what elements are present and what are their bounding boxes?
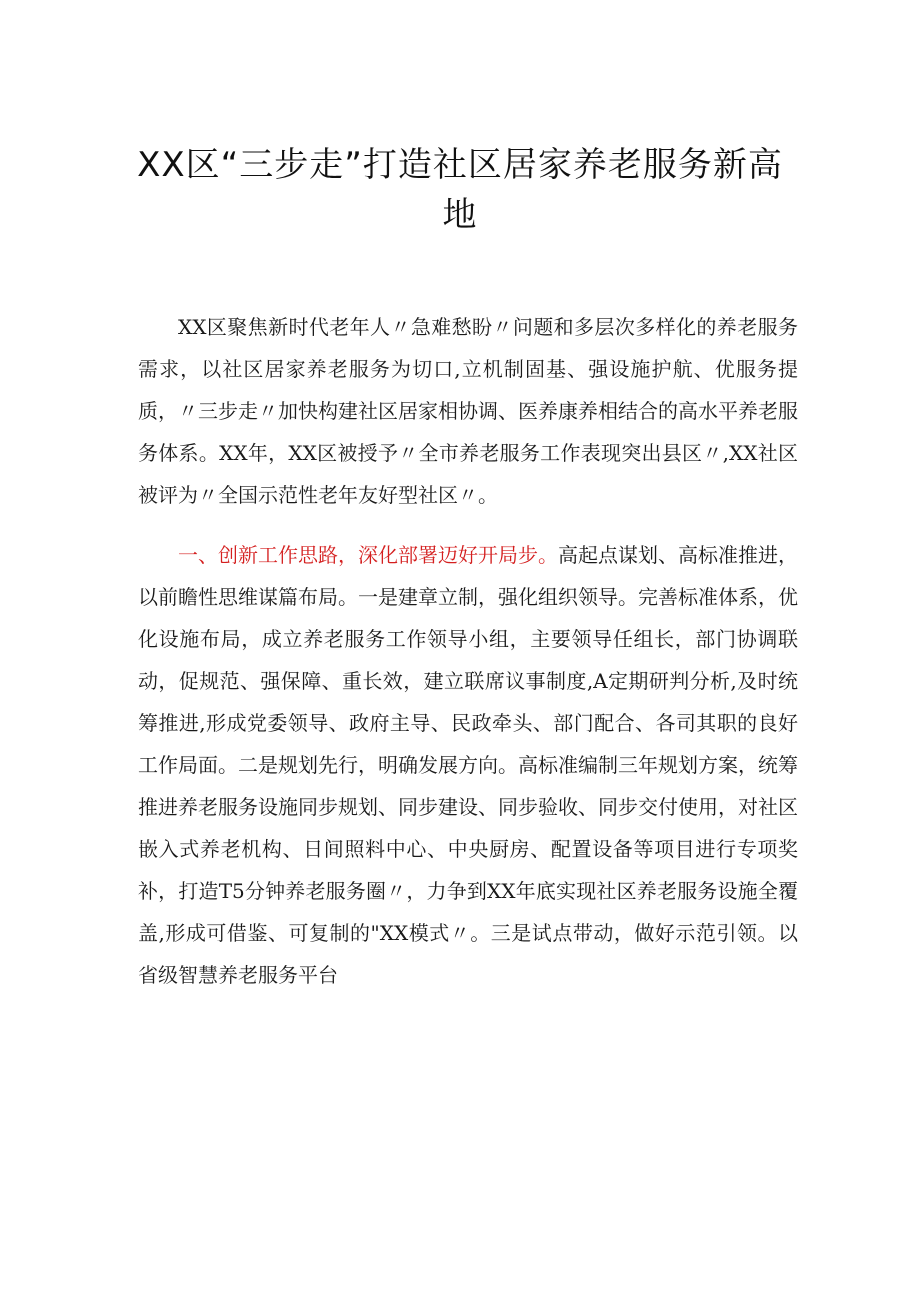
paragraph-intro-text: XX区聚焦新时代老年人〃急难愁盼〃问题和多层次多样化的养老服务需求，以社区居家养老服务为切口,立机制固基、强设施护航、优服务提质，〃三步走〃加快构建社区居家相协调、医养康养相结合的高水平养老服务体系。XX年，XX区被授予〃全市养老服务工作表现突出县区〃,XX社区被评为〃全国示范性老年友好型社区〃。: [138, 315, 798, 507]
document-body: [138, 306, 798, 1014]
section-one-heading: 一、创新工作思路，深化部署迈好开局步。: [178, 543, 558, 567]
document-title: XX区“三步走”打造社区居家养老服务新高地: [137, 145, 783, 235]
paragraph-section-one: [138, 534, 798, 996]
paragraph-intro: [138, 306, 798, 516]
section-one-text: 高起点谋划、高标准推进，以前瞻性思维谋篇布局。一是建章立制，强化组织领导。完善标准体系，优化设施布局，成立养老服务工作领导小组，主要领导任组长，部门协调联动，促规范、强保障、重长效，建立联席议事制度,A定期研判分析,及时统筹推进,形成党委领导、政府主导、民政牵头、部门配合、各司其职的良好工作局面。二是规划先行，明确发展方向。高标准编制三年规划方案，统筹推进养老服务设施同步规划、同步建设、同步验收、同步交付使用，对社区嵌入式养老机构、日间照料中心、中央厨房、配置设备等项目进行专项奖补，打造T5分钟养老服务圈〃，力争到XX年底实现社区养老服务设施全覆盖,形成可借鉴、可复制的"XX模式〃。三是试点带动，做好示范引领。以省级智慧养老服务平台: [138, 543, 798, 987]
